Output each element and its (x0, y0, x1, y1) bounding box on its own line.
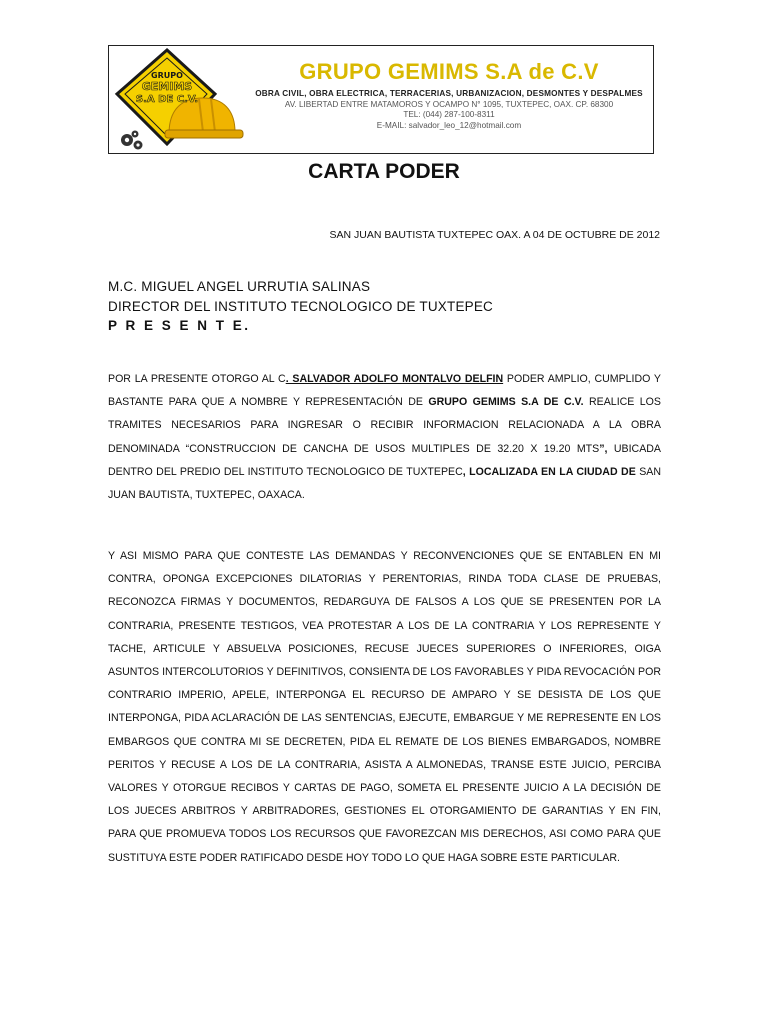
company-logo (111, 46, 249, 155)
date-line: SAN JUAN BAUTISTA TUXTEPEC OAX. A 04 DE OCTUBRE DE 2012 (329, 229, 660, 241)
paragraph1-text: REALICE LOS TRAMITES NECESARIOS PARA INGRESAR O RECIBIR INFORMACION RELACIONADA A LA OBRA DENOMINADA “CONSTRUCCION DE CANCHA DE USOS MULTIPLES DE 32.20 X 19.20 MTS (108, 396, 661, 455)
paragraph1-text: SAN JUAN BAUTISTA, TUXTEPEC, OAXACA. (108, 465, 661, 502)
addressee-name: M.C. MIGUEL ANGEL URRUTIA SALINAS (108, 279, 371, 294)
company-address: AV. LIBERTAD ENTRE MATAMOROS Y OCAMPO N° 1095, TUXTEPEC, OAX. CP. 68300 (284, 100, 614, 109)
paragraph1-text: UBICADA DENTRO DEL PREDIO DEL INSTITUTO TECNOLOGICO DE TUXTEPEC (108, 442, 661, 478)
quote-close: ”, (599, 442, 608, 455)
logo-text-3: S.A DE C.V. (135, 94, 199, 105)
paragraph1-text: PODER AMPLIO, CUMPLIDO Y BASTANTE PARA QUE A NOMBRE Y REPRESENTACIÓN DE (108, 373, 661, 409)
presente-line: P R E S E N T E. (108, 318, 251, 333)
attorney-name: . SALVADOR ADOLFO MONTALVO DELFIN (285, 373, 504, 385)
location-phrase: , LOCALIZADA EN LA CIUDAD DE (462, 465, 636, 478)
company-name: GRUPO GEMIMS S.A de C.V (299, 59, 599, 84)
paragraph1-text: POR LA PRESENTE OTORGO AL C (108, 373, 286, 385)
addressee-block (108, 277, 493, 336)
document-title: CARTA PODER (308, 160, 460, 183)
gear-icon (121, 131, 143, 150)
body-paragraph-1 (108, 368, 661, 507)
addressee-position: DIRECTOR DEL INSTITUTO TECNOLOGICO DE TUXTEPEC (108, 298, 494, 314)
company-email: E-MAIL: salvador_leo_12@hotmail.com (376, 121, 522, 130)
logo-text-2: GEMIMS (141, 80, 193, 93)
body-paragraph-2: Y ASI MISMO PARA QUE CONTESTE LAS DEMANDAS Y RECONVENCIONES QUE SE ENTABLEN EN MI CONTRA, OPONGA EXCEPCIONES DILATORIAS Y PERENTORIAS, RINDA TODA CLASE DE PRUEBAS, RECONOZCA FIRMAS Y DOCUMENTOS, REDARGUYA DE FALSOS A LOS QUE SE PRESENTEN POR LA CONTRARIA, PRESENTE TESTIGOS, VEA PROTESTAR A LOS DE LA CONTRARIA Y LOS REPRESENTE Y TACHE, ARTICULE Y ABSUELVA POSICIONES, RECUSE JUECES SUPERIORES O INFERIORES, OIGA ASUNTOS INTERCOLUTORIOS Y DEFINITIVOS, CONSIENTA DE LOS FAVORABLES Y PIDA REVOCACIÓN POR CONTRARIO IMPERIO, APELE, INTERPONGA EL RECURSO DE AMPARO Y SE DESISTA DE LOS QUE INTERPONGA, PIDA ACLARACIÓN DE LAS SENTENCIAS, EJECUTE, EMBARGUE Y ME REPRESENTE EN LOS EMBARGOS QUE CONTRA MI SE DECRETEN, PIDA EL REMATE DE LOS BIENES EMBARGADOS, NOMBRE PERITOS Y RECUSE A LOS DE LA CONTRARIA, ASISTA A ALMONEDAS, TRANSE ESTE JUICIO, PERCIBA VALORES Y OTORGUE RECIBOS Y CARTAS DE PAGO, SOMETA EL PRESENTE JUICIO A LA DECISIÓN DE LOS JUECES ARBITROS Y ARBITRADORES, GESTIONES EL OTORGAMIENTO DE GARANTIAS Y EN FIN, PARA QUE PROMUEVA TODOS LOS RECURSOS QUE FAVOREZCAN MIS DERECHOS, ASI COMO PARA QUE SUSTITUYA ESTE PODER RATIFICADO DESDE HOY TODO LO QUE HAGA SOBRE ESTE PARTICULAR. (108, 550, 661, 864)
logo-text-1: GRUPO (151, 71, 183, 80)
letterhead (108, 45, 654, 154)
company-name-inline: GRUPO GEMIMS S.A DE C.V. (428, 396, 584, 409)
company-phone: TEL: (044) 287-100-8311 (403, 110, 495, 119)
company-services: OBRA CIVIL, OBRA ELECTRICA, TERRACERIAS, URBANIZACION, DESMONTES Y DESPALMES (255, 89, 643, 98)
